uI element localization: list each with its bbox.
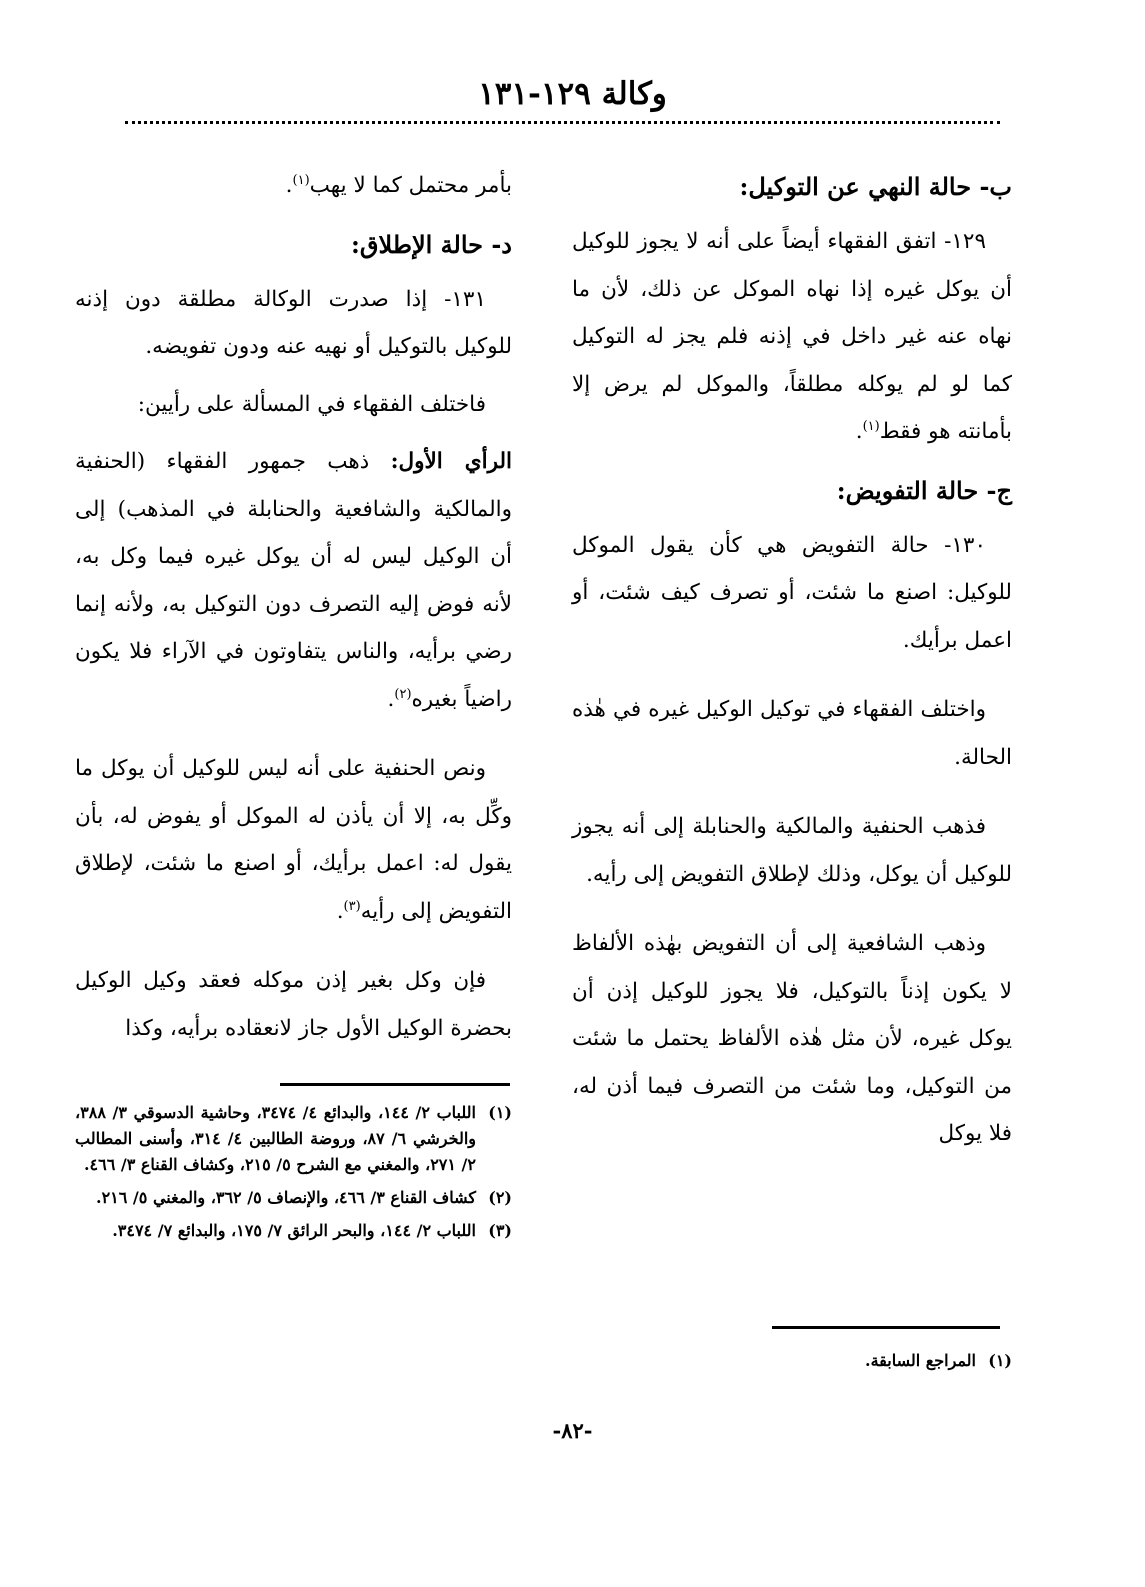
page-number: -٨٢- (552, 1418, 593, 1443)
page-title: وكالة ١٢٩-١٣١ (478, 76, 667, 112)
paragraph-131b: فاختلف الفقهاء في المسألة على رأيين: (137, 391, 486, 417)
footnotes-left (75, 1100, 512, 1251)
opinion-one-paragraph (75, 438, 512, 723)
paragraph-129-text: ١٢٩- اتفق الفقهاء أيضاً على أنه لا يجوز للوكيل أن يوكل غيره إذا نهاه الموكل عن ذلك، لأن ما نهاه عنه غير داخل في إذنه فلم يجز له التوكيل كما لو لم يوكله مطلقاً، والموكل لم يرض إلا بأمانته هو فقط (572, 229, 1012, 444)
paragraph-130c: فذهب الحنفية والمالكية والحنابلة إلى أنه يجوز للوكيل أن يوكل، وذلك لإطلاق التفويض إلى رأيه. (572, 814, 1012, 887)
footnote-text: المراجع السابقة. (865, 1351, 976, 1370)
footnote-number: (١) (488, 1103, 512, 1122)
footnote-item (75, 1185, 512, 1211)
footnote-separator-right (772, 1326, 1000, 1329)
footnote-number: (٣) (488, 1221, 512, 1240)
hanafi-end: . (336, 898, 344, 924)
last-paragraph: فإن وكل بغير إذن موكله فعقد وكيل الوكيل بحضرة الوكيل الأول جاز لانعقاده برأيه، وكذا (75, 968, 512, 1041)
opinion-one-text: ذهب جمهور الفقهاء (الحنفية والمالكية والشافعية والحنابلة في المذهب) إلى أن الوكيل ليس له أن يوكل غيره فيما وكل به، لأنه فوض إليه التصرف دون التوكيل به، ولأنه إنما رضي برأيه، والناس يتفاوتون في الآراء فلا يكون راضياً بغيره (75, 449, 512, 712)
footnote-number: (١) (988, 1351, 1012, 1370)
continuation-text: بأمر محتمل كما لا يهب (309, 173, 512, 198)
paragraph-129 (572, 218, 1012, 456)
footnote-number: (٢) (488, 1188, 512, 1207)
footnote-item (75, 1218, 512, 1244)
right-column (572, 162, 1012, 1168)
left-column (75, 162, 512, 1062)
paragraph-130d: وذهب الشافعية إلى أن التفويض بهٰذه الألفاظ لا يكون إذناً بالتوكيل، فلا يجوز للوكيل إذن أن يوكل غيره، لأن مثل هٰذه الألفاظ يحتمل ما شئت من التوكيل، وما شئت من التصرف فيما أذن له، فلا يوكل (572, 931, 1012, 1146)
footnote-ref: (١) (862, 418, 880, 434)
paragraph-130: ١٣٠- حالة التفويض هي كأن يقول الموكل للوكيل: اصنع ما شئت، أو تصرف كيف شئت، أو اعمل برأيك. (572, 532, 1012, 653)
paragraph-131: ١٣١- إذا صدرت الوكالة مطلقة دون إذنه للوكيل بالتوكيل أو نهيه عنه ودون تفويضه. (75, 286, 512, 359)
footnotes-right (780, 1348, 1012, 1381)
header-dotted-divider (125, 121, 1000, 124)
footnote-text: اللباب ٢/ ١٤٤، والبحر الرائق ٧/ ١٧٥، والبدائع ٧/ ٣٤٧٤. (112, 1221, 476, 1240)
footnote-item (780, 1348, 1012, 1374)
opinion-one-label: الرأي الأول: (390, 449, 512, 474)
footnote-ref: (٣) (343, 898, 361, 914)
continuation-end: . (285, 173, 293, 198)
footnote-text: كشاف القناع ٣/ ٤٦٦، والإنصاف ٥/ ٣٦٢، والمغني ٥/ ٢١٦. (96, 1188, 476, 1207)
opinion-one-end: . (387, 686, 395, 712)
section-heading-c: ج- حالة التفويض: (836, 475, 1012, 505)
section-heading-b: ب- حالة النهي عن التوكيل: (739, 172, 1012, 201)
hanafi-text: ونص الحنفية على أنه ليس للوكيل أن يوكل ما وكِّل به، إلا أن يأذن له الموكل أو يفوض له، بأن يقول له: اعمل برأيك، أو اصنع ما شئت، لإطلاق التفويض إلى رأيه (75, 756, 512, 924)
continuation-paragraph (75, 162, 512, 210)
paragraph-129-end: . (855, 419, 863, 444)
footnote-ref: (٢) (394, 686, 412, 702)
section-heading-d: د- حالة الإطلاق: (351, 229, 512, 259)
footnote-text: اللباب ٢/ ١٤٤، والبدائع ٤/ ٣٤٧٤، وحاشية الدسوقي ٣/ ٣٨٨، والخرشي ٦/ ٨٧، وروضة الطالبين ٤/ ٣١٤، وأسنى المطالب ٢/ ٢٧١، والمغني مع الشرح ٥/ ٢١٥، وكشاف القناع ٣/ ٤٦٦. (75, 1103, 477, 1174)
footnote-item (75, 1100, 512, 1178)
footnote-ref: (١) (292, 172, 310, 188)
footnote-separator-left (280, 1083, 510, 1086)
hanafi-paragraph (75, 745, 512, 935)
paragraph-130b: واختلف الفقهاء في توكيل الوكيل غيره في هٰذه الحالة. (572, 697, 1012, 770)
